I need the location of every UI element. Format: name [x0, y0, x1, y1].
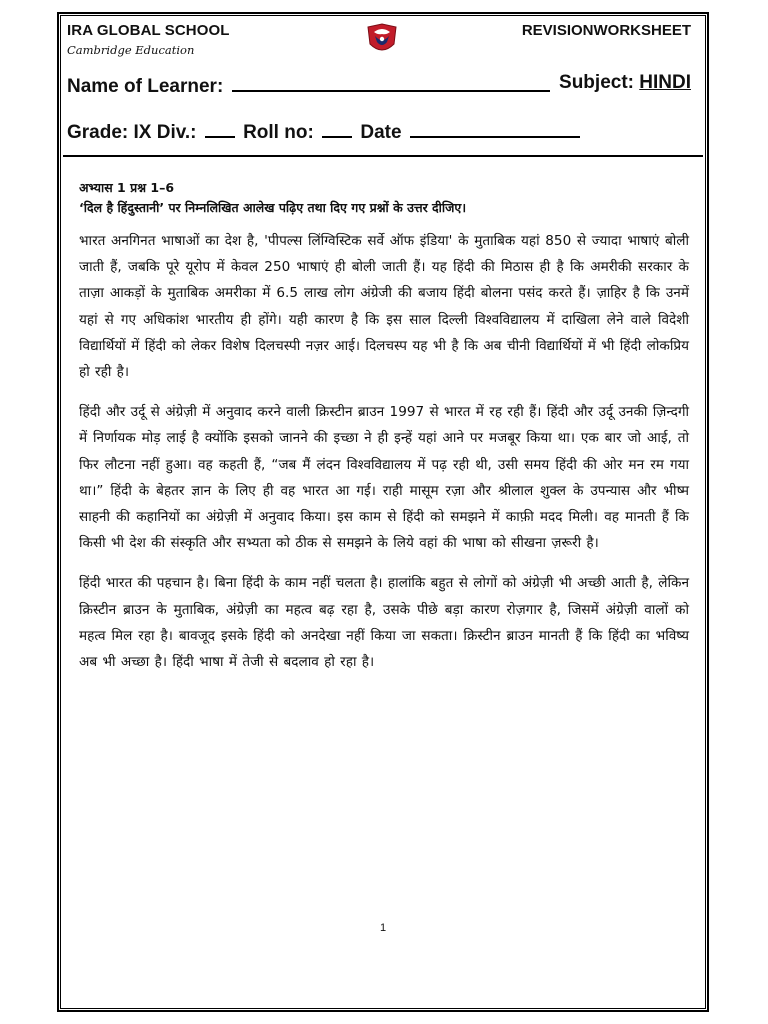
grade-row: [67, 118, 583, 144]
exercise-section: [79, 178, 689, 689]
roll-blank-line: [322, 118, 352, 138]
learner-name-row: [67, 72, 553, 98]
subject-value: HINDI: [639, 72, 691, 93]
header-divider: [63, 155, 703, 157]
worksheet-frame: [57, 12, 709, 1012]
date-label: Date: [360, 122, 402, 143]
passage-paragraph-1: भारत अनगिनत भाषाओं का देश है, 'पीपल्स लिंग्विस्टिक सर्वे ऑफ इंडिया' के मुताबिक यहां 850 से ज्यादा भाषाएं बोली जाती हैं, जबकि पूरे यूरोप में केवल 250 भाषाएं ही बोली जाती हैं। यह हिंदी की मिठास ही है कि अमरीकी सरकार के ताज़ा आकड़ों के मुताबिक अमरीका में 6.5 लाख लोग अंग्रेजी की बजाय हिंदी बोलना पसंद करते हैं। ज़ाहिर है कि उनमें यहां से गए अधिकांश भारतीय ही होंगे। यही कारण है कि इस साल दिल्ली विश्वविद्यालय में दाखिला लेने वाले विदेशी विद्यार्थियों में हिंदी को लेकर विशेष दिलचस्पी नज़र आई। दिलचस्प यह भी है कि अब चीनी विद्यार्थियों में भी हिंदी लोकप्रिय हो रही है।: [79, 233, 689, 381]
school-name: IRA GLOBAL SCHOOL: [67, 22, 230, 39]
name-label: Name of Learner:: [67, 76, 224, 97]
passage-paragraph-3: हिंदी भारत की पहचान है। बिना हिंदी के काम नहीं चलता है। हालांकि बहुत से लोगों को अंग्रेज़ी भी अच्छी आती है, लेकिन क्रिस्टीन ब्राउन के मुताबिक, अंग्रेज़ी का महत्व बढ़ रहा है, उसके पीछे बड़ा कारण रोज़गार है, जिसमें अंग्रेज़ी वालों को महत्व मिल रहा है। बावजूद इसके हिंदी को अनदेखा नहीं किया जा सकता। क्रिस्टीन ब्राउन मानती हैं कि हिंदी का भविष्य अब भी अच्छा है। हिंदी भाषा में तेजी से बदलाव हो रहा है।: [79, 575, 689, 671]
grade-label: Grade: IX Div.:: [67, 122, 197, 143]
page-number: 1: [379, 922, 387, 934]
div-blank-line: [205, 118, 235, 138]
school-tagline: Cambridge Education: [67, 43, 195, 57]
subject-label: Subject:: [559, 72, 634, 93]
worksheet-title: REVISIONWORKSHEET: [521, 22, 691, 39]
subject-row: [559, 72, 691, 94]
name-blank-line: [232, 72, 550, 92]
exercise-instruction: ‘दिल है हिंदुस्तानी’ पर निम्नलिखित आलेख पढ़िए तथा दिए गए प्रश्नों के उत्तर दीजिए।: [79, 200, 467, 215]
exercise-label: अभ्यास 1 प्रश्न 1–6: [79, 180, 175, 195]
date-blank-line: [410, 118, 580, 138]
school-crest-logo: [364, 22, 400, 58]
roll-label: Roll no:: [243, 122, 314, 143]
passage-paragraph-2: हिंदी और उर्दू से अंग्रेज़ी में अनुवाद करने वाली क्रिस्टीन ब्राउन 1997 से भारत में रह रही हैं। हिंदी और उर्दू उनकी ज़िन्दगी में निर्णायक मोड़ लाई है क्योंकि इसको जानने की इच्छा ने ही इन्हें यहां आने पर मजबूर किया था। एक बार जो आई, तो फिर लौटना नहीं हुआ। वह कहती हैं, “जब मैं लंदन विश्वविद्यालय में पढ़ रही थी, उसी समय हिंदी की ओर मन रम गया था।” हिंदी के बेहतर ज्ञान के लिए ही वह भारत आ गई। राही मासूम रज़ा और श्रीलाल शुक्ल के उपन्यास और भीष्म साहनी की कहानियों का अंग्रेज़ी में अनुवाद किया। इस काम से हिंदी को समझने में काफ़ी मदद मिली। वह मानती हैं कि किसी भी देश की संस्कृति और सभ्यता को ठीक से समझने के लिये वहां की भाषा को सीखना ज़रूरी है।: [79, 404, 689, 552]
